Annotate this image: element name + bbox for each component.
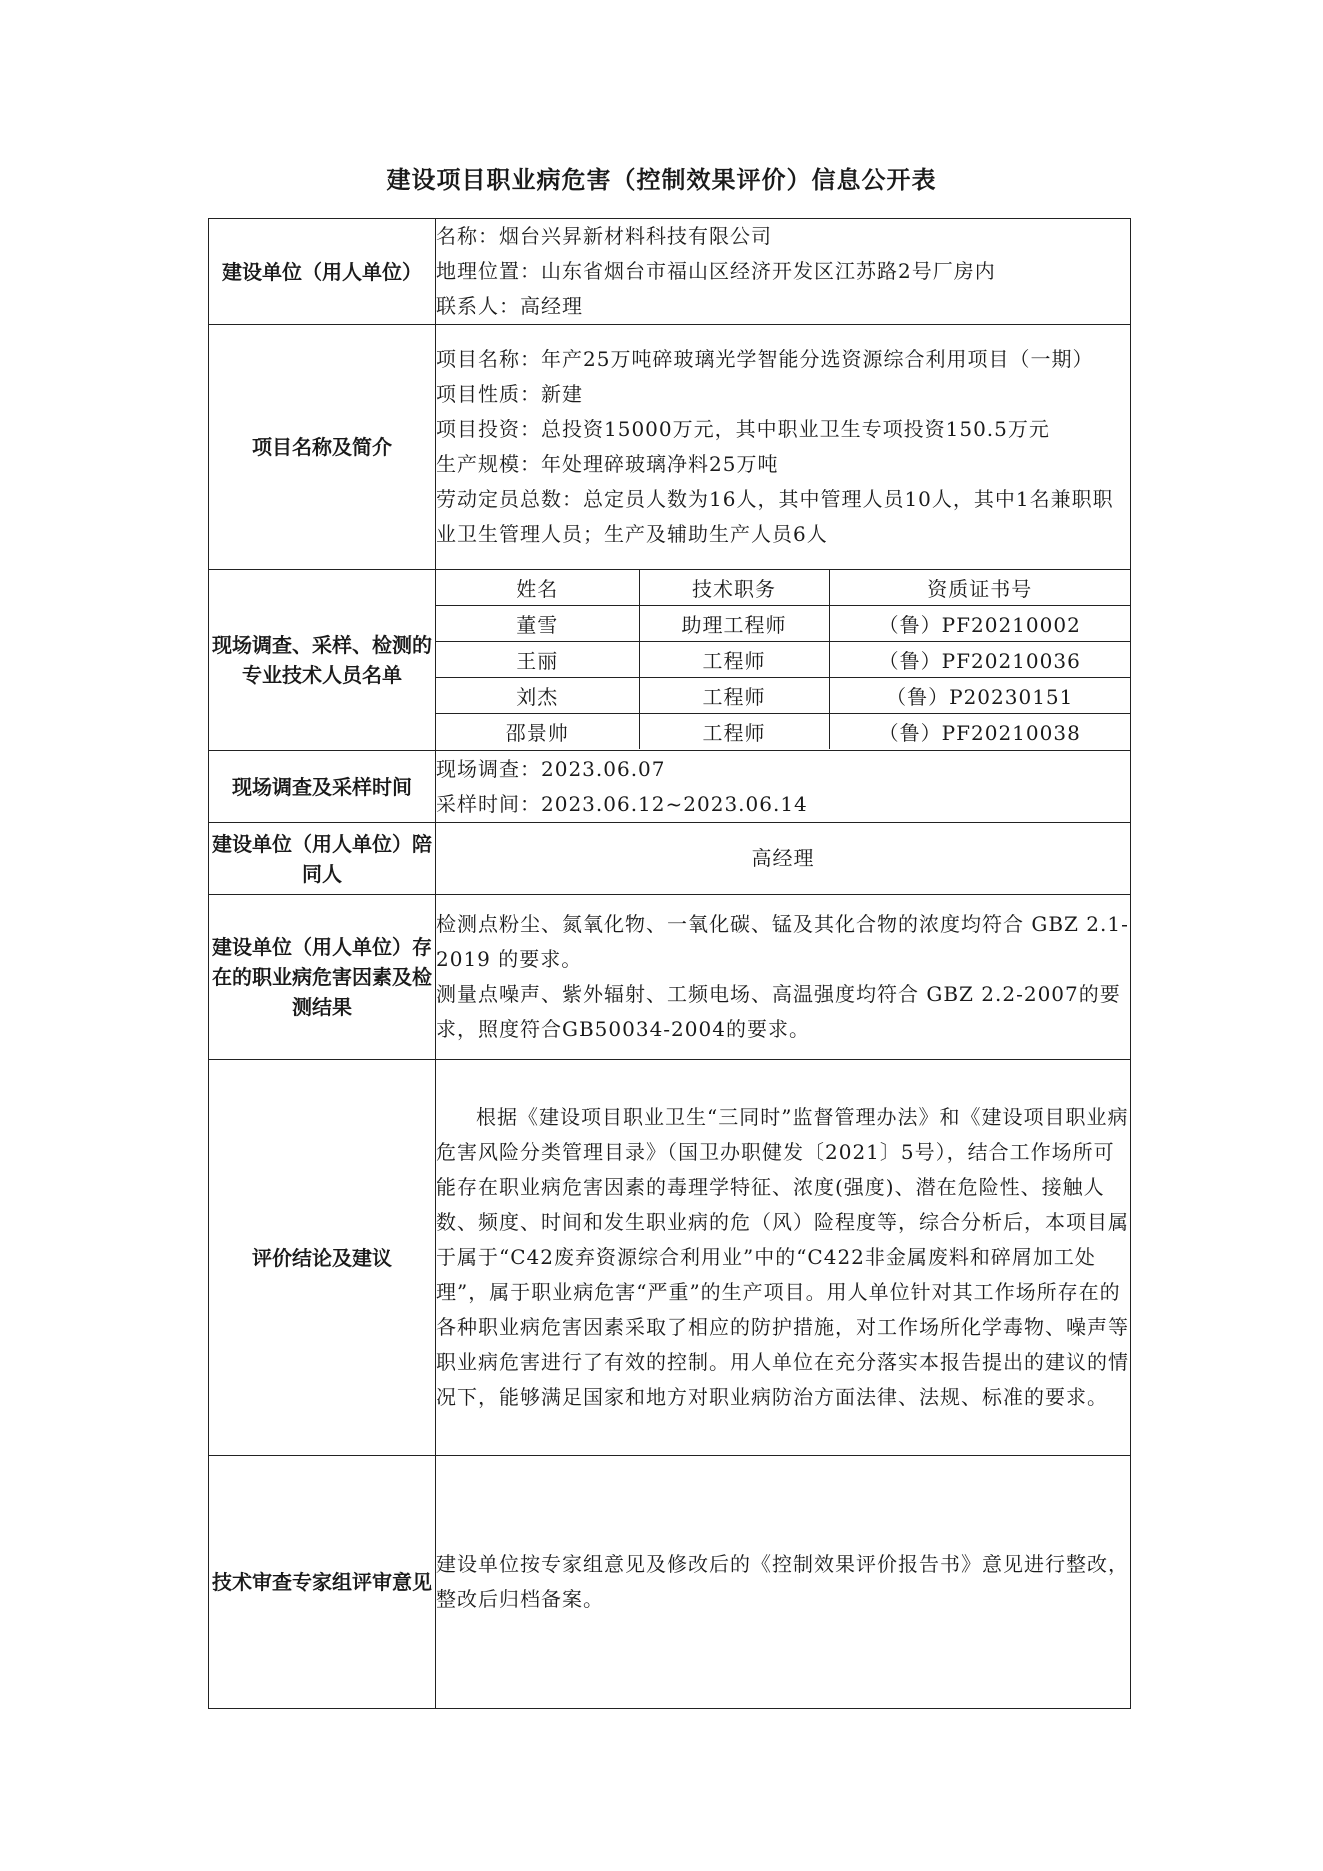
staff-header-row	[436, 570, 1130, 606]
unit-content	[436, 219, 1131, 325]
project-content	[436, 325, 1131, 570]
staff-label: 现场调查、采样、检测的专业技术人员名单	[209, 570, 436, 751]
conclusion-text: 根据《建设项目职业卫生“三同时”监督管理办法》和《建设项目职业病危害风险分类管理目录》（国卫办职健发〔2021〕5号），结合工作场所可能存在职业病危害因素的毒理学特征、浓度(强度)、潜在危险性、接触人数、频度、时间和发生职业病的危（风）险程度等，综合分析后，本项目属于属于“C42废弃资源综合利用业”中的“C422非金属废料和碎屑加工处理”，属于职业病危害“严重”的生产项目。用人单位针对其工作场所存在的各种职业病危害因素采取了相应的防护措施，对工作场所化学毒物、噪声等职业病危害进行了有效的控制。用人单位在充分落实本报告提出的建议的情况下，能够满足国家和地方对职业病防治方面法律、法规、标准的要求。	[436, 1105, 1129, 1409]
staff-row	[436, 606, 1130, 642]
table-row	[209, 570, 1131, 751]
survey-time-content	[436, 751, 1131, 823]
unit-name: 名称：烟台兴昇新材料科技有限公司	[436, 224, 772, 248]
staff-name: 邵景帅	[436, 714, 639, 750]
table-row	[209, 895, 1131, 1060]
staff-content	[436, 570, 1131, 751]
project-scale: 生产规模：年处理碎玻璃净料25万吨	[436, 452, 779, 476]
project-name: 项目名称：年产25万吨碎玻璃光学智能分选资源综合利用项目（一期）	[436, 347, 1094, 371]
table-row	[209, 823, 1131, 895]
companion-label: 建设单位（用人单位）陪同人	[209, 823, 436, 895]
survey-date: 现场调查：2023.06.07	[436, 756, 666, 781]
table-row	[209, 1060, 1131, 1456]
staff-cert: （鲁）PF20210036	[829, 642, 1130, 678]
hazards-physical: 测量点噪声、紫外辐射、工频电场、高温强度均符合 GBZ 2.2-2007的要求，照度符合GB50034-2004的要求。	[436, 982, 1121, 1041]
staff-table	[436, 570, 1130, 749]
hazards-label: 建设单位（用人单位）存在的职业病危害因素及检测结果	[209, 895, 436, 1060]
sampling-date: 采样时间：2023.06.12~2023.06.14	[436, 791, 808, 816]
survey-time-label: 现场调查及采样时间	[209, 751, 436, 823]
expert-label: 技术审查专家组评审意见	[209, 1456, 436, 1709]
staff-title: 工程师	[639, 678, 829, 714]
staff-cert: （鲁）PF20210002	[829, 606, 1130, 642]
table-row	[209, 1456, 1131, 1709]
info-table	[208, 218, 1131, 1709]
unit-label: 建设单位（用人单位）	[209, 219, 436, 325]
staff-title: 工程师	[639, 714, 829, 750]
project-nature: 项目性质：新建	[436, 382, 583, 406]
project-staff-total: 劳动定员总数：总定员人数为16人，其中管理人员10人，其中1名兼职职业卫生管理人员；生产及辅助生产人员6人	[436, 487, 1114, 546]
staff-header-name: 姓名	[436, 570, 639, 606]
staff-row	[436, 642, 1130, 678]
conclusion-label: 评价结论及建议	[209, 1060, 436, 1456]
staff-name: 董雪	[436, 606, 639, 642]
expert-content	[436, 1456, 1131, 1709]
staff-header-title: 技术职务	[639, 570, 829, 606]
staff-title: 助理工程师	[639, 606, 829, 642]
staff-name: 王丽	[436, 642, 639, 678]
staff-row	[436, 678, 1130, 714]
staff-title: 工程师	[639, 642, 829, 678]
staff-cert: （鲁）PF20210038	[829, 714, 1130, 750]
staff-cert: （鲁）P20230151	[829, 678, 1130, 714]
staff-name: 刘杰	[436, 678, 639, 714]
table-row	[209, 325, 1131, 570]
companion-value: 高经理	[436, 823, 1131, 895]
staff-header-cert: 资质证书号	[829, 570, 1130, 606]
staff-row	[436, 714, 1130, 750]
unit-contact: 联系人：高经理	[436, 294, 583, 318]
document-title: 建设项目职业病危害（控制效果评价）信息公开表	[386, 166, 937, 194]
project-label: 项目名称及简介	[209, 325, 436, 570]
hazards-chemical: 检测点粉尘、氮氧化物、一氧化碳、锰及其化合物的浓度均符合 GBZ 2.1-2019 的要求。	[436, 912, 1129, 971]
project-investment: 项目投资：总投资15000万元，其中职业卫生专项投资150.5万元	[436, 417, 1050, 441]
table-row	[209, 751, 1131, 823]
unit-location: 地理位置：山东省烟台市福山区经济开发区江苏路2号厂房内	[436, 259, 996, 283]
table-row	[209, 219, 1131, 325]
conclusion-content	[436, 1060, 1131, 1456]
hazards-content	[436, 895, 1131, 1060]
expert-text: 建设单位按专家组意见及修改后的《控制效果评价报告书》意见进行整改，整改后归档备案。	[436, 1552, 1129, 1611]
